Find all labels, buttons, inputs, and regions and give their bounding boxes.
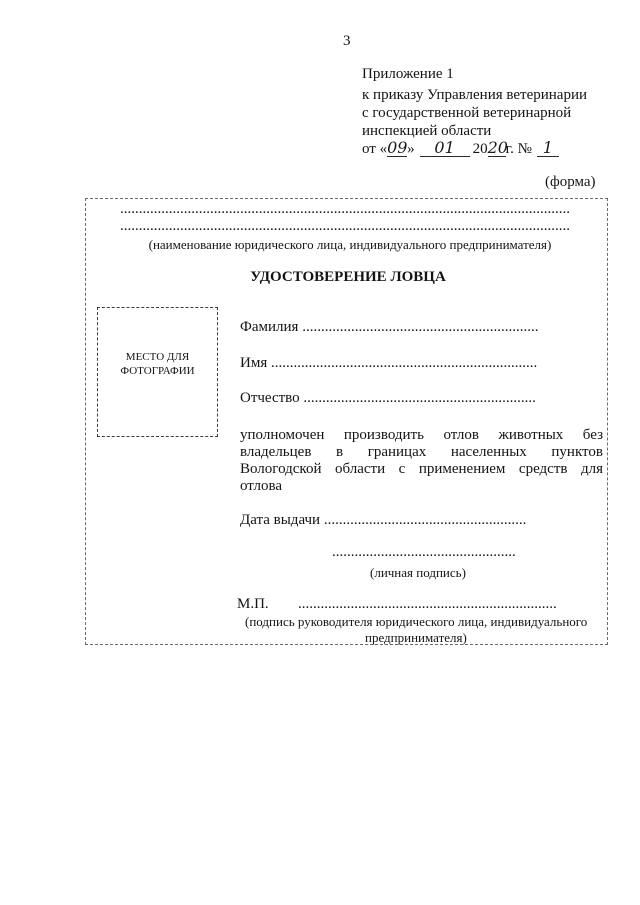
- handwritten-year: 20: [487, 138, 508, 157]
- photo-placeholder: [97, 307, 218, 437]
- date-quote-close: »: [407, 141, 415, 157]
- photo-placeholder-line: ФОТОГРАФИИ: [120, 365, 195, 377]
- manager-signature-caption: (подпись руководителя юридического лица, индивидуального: [245, 614, 588, 629]
- form-label: (форма): [545, 174, 596, 190]
- organization-caption: (наименование юридического лица, индивидуального предпринимателя): [148, 237, 552, 252]
- surname-field: [240, 319, 610, 336]
- patronymic-fill-line: ..............................................................: [303, 390, 536, 406]
- organization-fill-line: ........................................................................................................................: [120, 218, 570, 234]
- order-number-prefix: г. №: [505, 141, 532, 157]
- handwritten-order-number: 1: [537, 140, 559, 157]
- photo-placeholder-line: МЕСТО ДЛЯ: [125, 351, 190, 363]
- surname-fill-line: ...............................................................: [302, 319, 539, 335]
- issue-date-field: [240, 512, 610, 529]
- manager-signature-line: .....................................................................: [298, 596, 557, 612]
- appendix-authority-line-2: инспекцией области: [362, 123, 492, 139]
- authorization-line: Вологодской области с применением средств для: [240, 461, 603, 477]
- authorization-line: владельцев в границах населенных пунктов: [240, 444, 603, 460]
- issue-date-label: Дата выдачи: [240, 512, 321, 528]
- personal-signature-line: .................................................: [332, 544, 516, 560]
- certificate-frame: [85, 198, 608, 645]
- handwritten-month: 01: [420, 140, 470, 157]
- handwritten-day: 09: [387, 138, 408, 157]
- issue-date-fill-line: ......................................................: [323, 512, 527, 528]
- appendix-order-date: [362, 140, 559, 160]
- date-prefix: от «: [362, 141, 388, 157]
- surname-label: Фамилия: [240, 319, 299, 335]
- certificate-title: УДОСТОВЕРЕНИЕ ЛОВЦА: [250, 269, 446, 285]
- authorization-text: [240, 427, 603, 495]
- personal-signature-caption: (личная подпись): [370, 565, 466, 580]
- first-name-field: [240, 355, 610, 372]
- appendix-title: Приложение 1: [362, 66, 454, 82]
- page-number: 3: [343, 33, 351, 49]
- first-name-label: Имя: [240, 355, 268, 371]
- manager-signature-caption: предпринимателя): [365, 630, 467, 645]
- patronymic-field: [240, 390, 610, 407]
- year-prefix: 20: [472, 141, 488, 157]
- authorization-line: уполномочен производить отлов животных без: [240, 427, 603, 443]
- appendix-authority-line: с государственной ветеринарной: [362, 105, 572, 121]
- seal-label: М.П.: [237, 596, 269, 612]
- appendix-order-line: к приказу Управления ветеринарии: [362, 87, 588, 103]
- patronymic-label: Отчество: [240, 390, 300, 406]
- first-name-fill-line: .......................................................................: [270, 355, 538, 371]
- organization-fill-line: ........................................................................................................................: [120, 201, 570, 217]
- authorization-line: отлова: [240, 478, 283, 494]
